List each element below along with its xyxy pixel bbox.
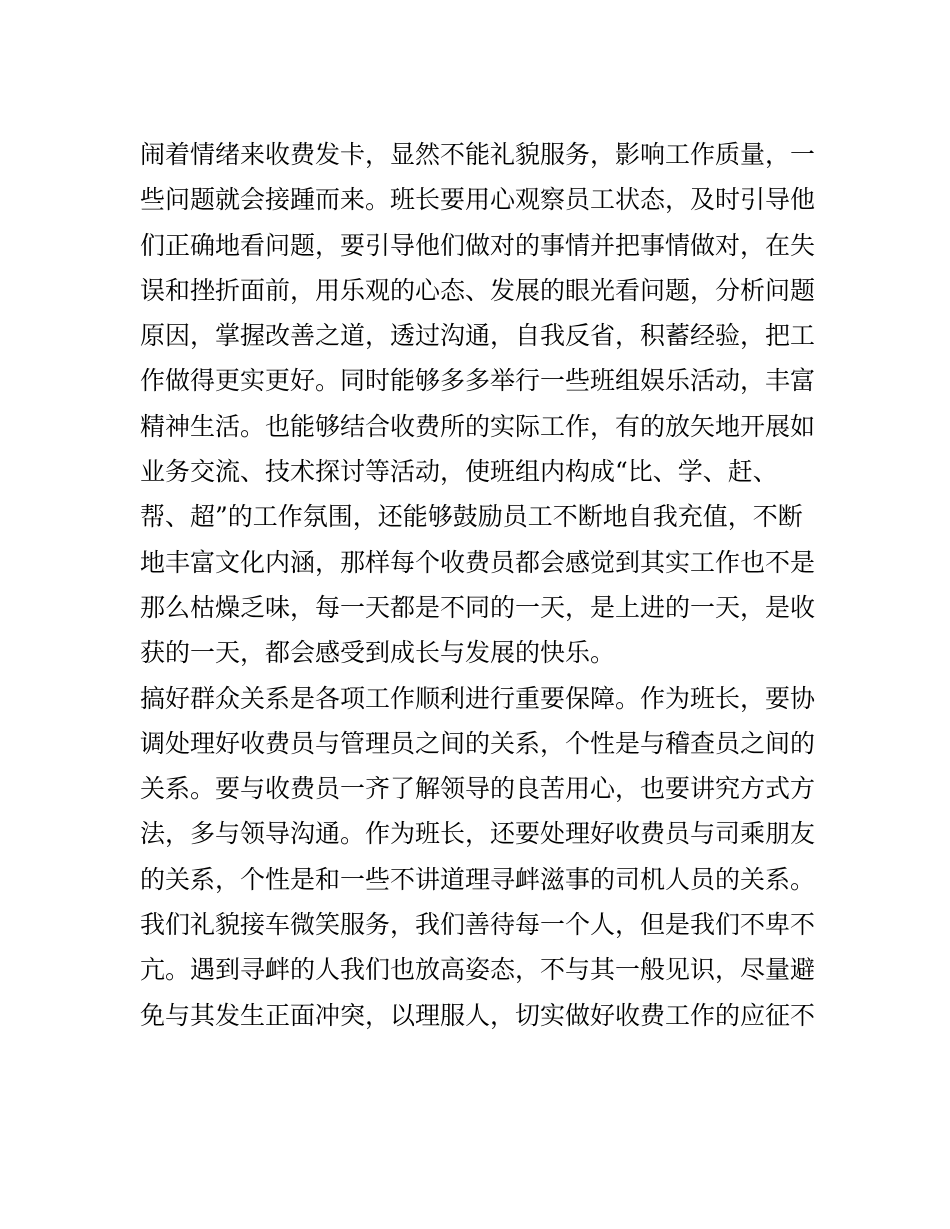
text-line-3: 们正确地看问题，要引导他们做对的事情并把事情做对，在失 xyxy=(140,230,816,260)
text-line-11: 那么枯燥乏味，每一天都是不同的一天，是上进的一天，是收 xyxy=(140,592,816,622)
text-line-18: 我们礼貌接车微笑服务，我们善待每一个人，但是我们不卑不 xyxy=(140,910,816,940)
text-line-15: 关系。要与收费员一齐了解领导的良苦用心，也要讲究方式方 xyxy=(140,774,816,804)
text-line-6: 作做得更实更好。同时能够多多举行一些班组娱乐活动，丰富 xyxy=(140,366,816,396)
text-line-4: 误和挫折面前，用乐观的心态、发展的眼光看问题，分析问题 xyxy=(140,275,816,305)
text-line-1: 闹着情绪来收费发卡，显然不能礼貌服务，影响工作质量，一 xyxy=(140,140,816,169)
text-line-20: 免与其发生正面冲突，以理服人，切实做好收费工作的应征不 xyxy=(140,1000,816,1030)
text-line-16: 法，多与领导沟通。作为班长，还要处理好收费员与司乘朋友 xyxy=(140,819,816,849)
text-line-12: 获的一天，都会感受到成长与发展的快乐。 xyxy=(140,638,616,668)
text-line-13: 搞好群众关系是各项工作顺利进行重要保障。作为班长，要协 xyxy=(140,683,816,713)
body-text xyxy=(140,132,830,1038)
text-line-2: 些问题就会接踵而来。班长要用心观察员工状态，及时引导他 xyxy=(140,185,816,215)
text-line-5: 原因，掌握改善之道，透过沟通，自我反省，积蓄经验，把工 xyxy=(140,321,816,351)
text-line-10: 地丰富文化内涵，那样每个收费员都会感觉到其实工作也不是 xyxy=(140,547,816,577)
text-line-17: 的关系，个性是和一些不讲道理寻衅滋事的司机人员的关系。 xyxy=(140,864,816,894)
text-line-7: 精神生活。也能够结合收费所的实际工作，有的放矢地开展如 xyxy=(140,411,816,441)
text-line-9: 帮、超”的工作氛围，还能够鼓励员工不断地自我充值，不断 xyxy=(140,502,803,532)
text-line-14: 调处理好收费员与管理员之间的关系，个性是与稽查员之间的 xyxy=(140,728,816,758)
text-line-19: 亢。遇到寻衅的人我们也放高姿态，不与其一般见识，尽量避 xyxy=(140,955,816,985)
text-line-8: 业务交流、技术探讨等活动，使班组内构成“比、学、赶、 xyxy=(140,457,778,487)
